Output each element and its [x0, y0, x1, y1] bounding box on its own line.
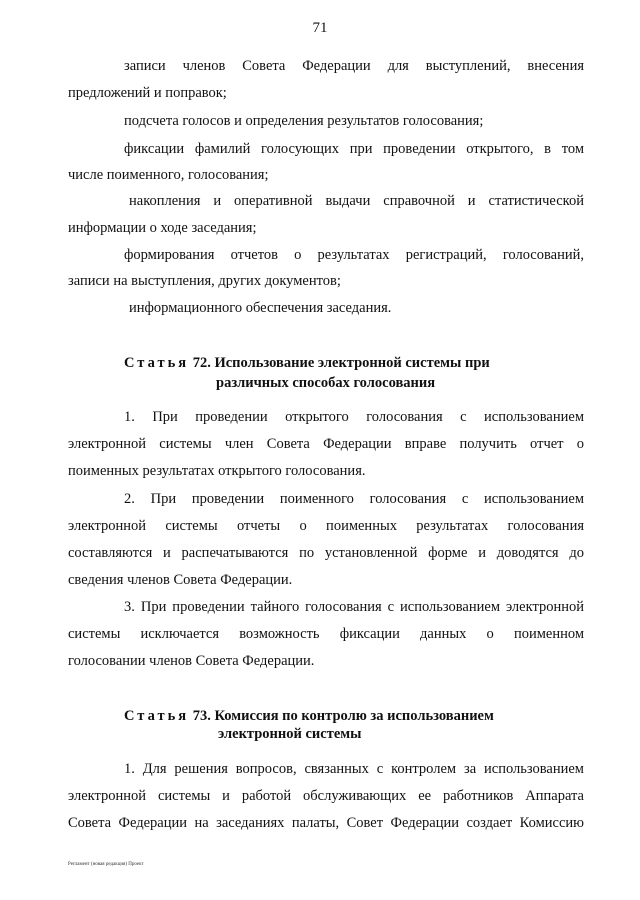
list-line: накопления и оперативной выдачи справочной и статистической	[129, 193, 584, 209]
paragraph-line: составляются и распечатываются по установленной форме и доводятся до	[68, 545, 584, 561]
article-title-line-1: 73. Комиссия по контролю за использованием	[192, 708, 494, 724]
paragraph-line: 2. При проведении поименного голосования с использованием	[124, 491, 584, 507]
list-line: фиксации фамилий голосующих при проведении открытого, в том	[124, 141, 584, 157]
paragraph-line: голосовании членов Совета Федерации.	[68, 653, 315, 669]
paragraph-line: сведения членов Совета Федерации.	[68, 572, 293, 588]
list-line: предложений и поправок;	[68, 85, 227, 101]
paragraph-line: электронной системы и работой обслуживающих ее работников Аппарата	[68, 788, 584, 804]
footer-note: Регламент (новая редакция) Проект	[68, 862, 144, 867]
paragraph-line: 1. Для решения вопросов, связанных с контролем за использованием	[124, 761, 584, 777]
article-72-heading	[124, 354, 490, 372]
page-number: 71	[312, 20, 328, 36]
paragraph-line: поименных результатах открытого голосования.	[68, 463, 366, 479]
paragraph-line: электронной системы член Совета Федерации вправе получить отчет о	[68, 436, 584, 452]
list-line: подсчета голосов и определения результатов голосования;	[124, 113, 484, 129]
paragraph-line: системы исключается возможность фиксации данных о поименном	[68, 626, 584, 642]
list-line: записи на выступления, других документов;	[68, 273, 341, 289]
paragraph-line: Совета Федерации на заседаниях палаты, Совет Федерации создает Комиссию	[68, 815, 584, 831]
list-line: записи членов Совета Федерации для выступлений, внесения	[124, 58, 584, 74]
paragraph-line: 1. При проведении открытого голосования с использованием	[124, 409, 584, 425]
list-line: информации о ходе заседания;	[68, 220, 257, 236]
article-title-line-2: различных способах голосования	[216, 375, 436, 391]
article-73-heading	[124, 707, 494, 725]
list-line: числе поименного, голосования;	[68, 167, 269, 183]
article-label: Статья	[124, 708, 190, 724]
paragraph-line: электронной системы отчеты о поименных результатах голосования	[68, 518, 584, 534]
paragraph-line: 3. При проведении тайного голосования с использованием электронной	[124, 599, 584, 615]
article-title-line-2: электронной системы	[218, 726, 362, 742]
article-label: Статья	[124, 355, 190, 371]
article-title-line-1: 72. Использование электронной системы при	[192, 355, 490, 371]
list-line: формирования отчетов о результатах регистраций, голосований,	[124, 247, 584, 263]
list-line: информационного обеспечения заседания.	[129, 300, 392, 316]
